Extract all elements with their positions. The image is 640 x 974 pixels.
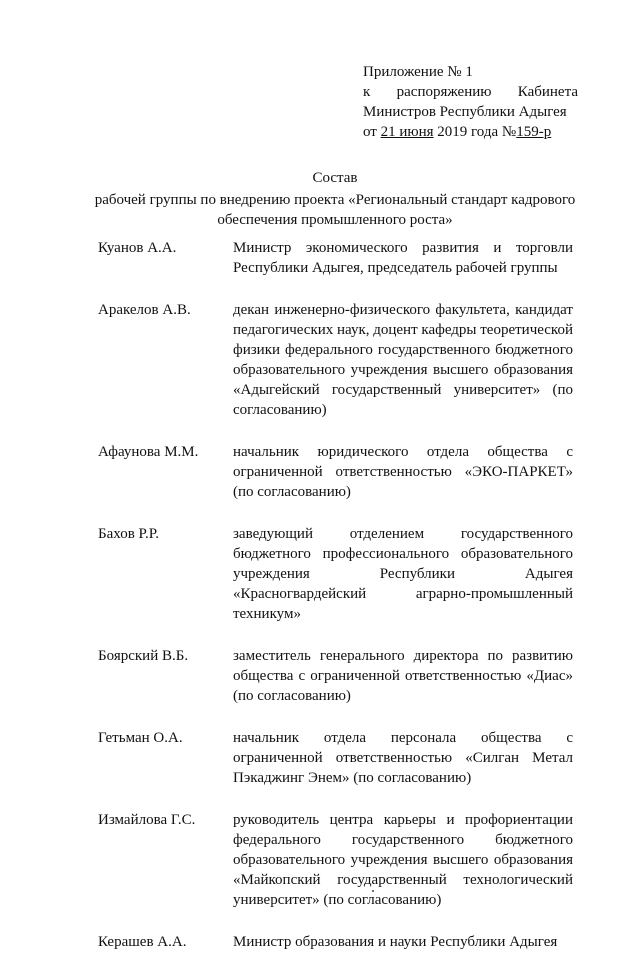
appendix-number: Приложение № 1 xyxy=(363,64,473,80)
appendix-from: от xyxy=(363,124,377,140)
appendix-cabinet: Кабинета xyxy=(517,84,578,100)
member-role: Министр образования и науки Республики Адыгея xyxy=(233,934,558,950)
member-row xyxy=(98,524,580,624)
appendix-k: к xyxy=(363,84,371,100)
scan-speck xyxy=(372,890,374,892)
members-list xyxy=(98,238,580,974)
appendix-date-line xyxy=(363,122,578,142)
member-row xyxy=(98,932,580,952)
member-role: заведующий отделением государственного бюджетного профессионального образовательного учреждения Республики Адыгея «Красногвардейский аграрно-промышленный техникум» xyxy=(233,526,573,622)
member-role: Министр экономического развития и торговли Республики Адыгея, председатель рабочей группы xyxy=(233,240,573,276)
member-name: Куанов А.А. xyxy=(98,240,177,256)
title-heading: Состав xyxy=(312,170,358,186)
member-role: начальник отдела персонала общества с ограниченной ответственностью «Силган Метал Пэкаджинг Энем» (по согласованию) xyxy=(233,730,573,786)
title-subheading: рабочей группы по внедрению проекта «Региональный стандарт кадрового обеспечения промышленного роста» xyxy=(94,192,576,228)
appendix-order-no: 159-р xyxy=(516,124,552,140)
appendix-year: 2019 года № xyxy=(437,124,517,140)
appendix-order-ref xyxy=(363,82,578,102)
member-name: Аракелов А.В. xyxy=(98,302,191,318)
member-row xyxy=(98,442,580,502)
member-role: начальник юридического отдела общества с ограниченной ответственностью «ЭКО-ПАРКЕТ» (по согласованию) xyxy=(233,444,573,500)
member-row xyxy=(98,646,580,706)
member-row xyxy=(98,300,580,420)
member-role: декан инженерно-физического факультета, кандидат педагогических наук, доцент кафедры теоретической физики федерального государственного бюджетного образовательного учреждения высшего образования «Адыгейский государственный университет» (по согласованию) xyxy=(233,302,573,418)
member-name: Измайлова Г.С. xyxy=(98,812,196,828)
member-role: руководитель центра карьеры и профориентации федерального государственного бюджетного образовательного учреждения высшего образования «Майкопский государственный технологический университет» (по согласованию) xyxy=(233,812,573,908)
member-name: Боярский В.Б. xyxy=(98,648,189,664)
appendix-date: 21 июня xyxy=(380,124,434,140)
appendix-ministers: Министров Республики Адыгея xyxy=(363,104,567,120)
member-name: Афаунова М.М. xyxy=(98,444,199,460)
member-name: Гетьман О.А. xyxy=(98,730,183,746)
appendix-header xyxy=(363,62,578,142)
document-title xyxy=(90,168,580,230)
member-role: заместитель генерального директора по развитию общества с ограниченной ответственностью «Диас» (по согласованию) xyxy=(233,648,573,704)
member-name: Керашев А.А. xyxy=(98,934,187,950)
member-name: Бахов Р.Р. xyxy=(98,526,159,542)
member-row xyxy=(98,810,580,910)
member-row xyxy=(98,728,580,788)
appendix-order-word: распоряжению xyxy=(396,84,492,100)
member-row xyxy=(98,238,580,278)
